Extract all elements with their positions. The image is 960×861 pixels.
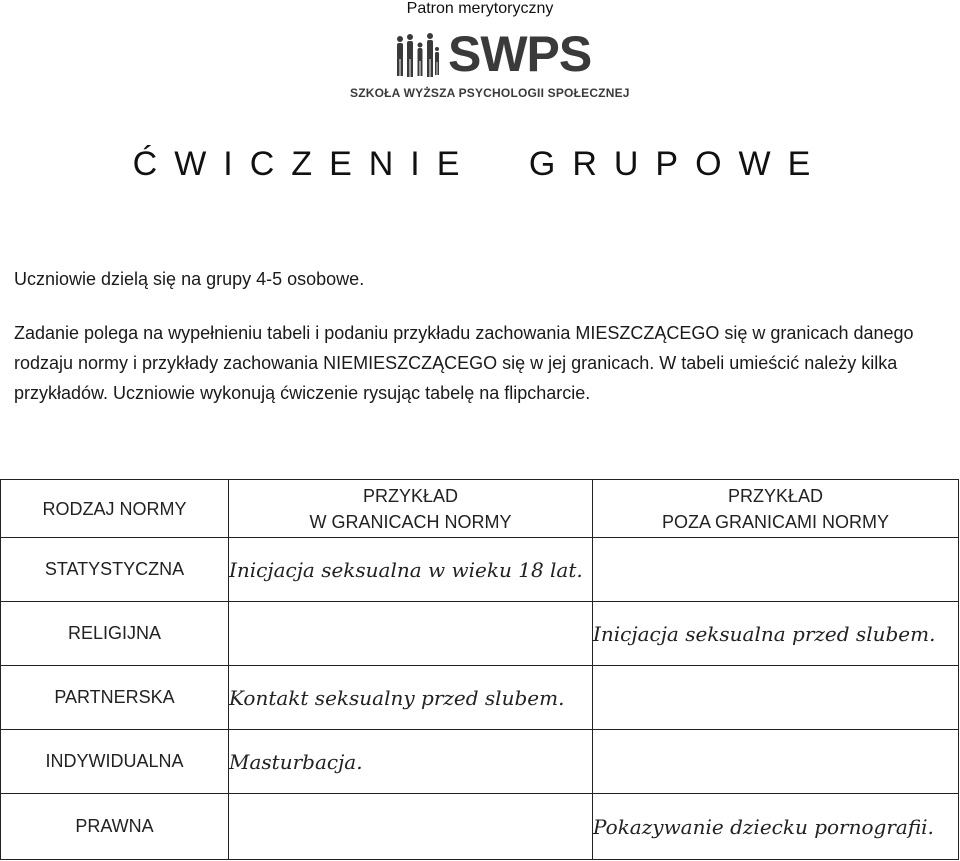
outside-example-cell (593, 538, 959, 602)
outside-example-cell (593, 730, 959, 794)
within-example-cell: Inicjacja seksualna w wieku 18 lat. (229, 538, 593, 602)
people-figures-icon (392, 32, 440, 78)
patron-label: Patron merytoryczny (406, 0, 554, 17)
swps-logo (350, 26, 630, 104)
logo-wordmark: SWPS (448, 26, 592, 82)
norm-type-cell: INDYWIDUALNA (1, 730, 229, 794)
norm-type-cell: PARTNERSKA (1, 666, 229, 730)
outside-example-cell: Inicjacja seksualna przed slubem. (593, 602, 959, 666)
within-example-cell (229, 602, 593, 666)
norm-type-cell: RELIGIJNA (1, 602, 229, 666)
within-example-cell: Masturbacja. (229, 730, 593, 794)
table-row (1, 730, 959, 794)
table-header-row (1, 480, 959, 538)
outside-example-cell (593, 666, 959, 730)
table-row (1, 794, 959, 860)
task-description: Zadanie polega na wypełnieniu tabeli i podaniu przykładu zachowania MIESZCZĄCEGO się w granicach danego rodzaju normy i przykłady zachowania NIEMIESZCZĄCEGO się w jej granicach. W tabeli umieścić należy kilka przykładów. Uczniowie wykonują ćwiczenie rysując tabelę na flipcharcie. (14, 323, 914, 403)
norm-type-cell: PRAWNA (1, 794, 229, 860)
exercise-title: ĆWICZENIE GRUPOWE (132, 145, 828, 183)
norms-table (0, 479, 959, 860)
table-row (1, 538, 959, 602)
outside-example-cell: Pokazywanie dziecku pornografii. (593, 794, 959, 860)
logo-subtitle: SZKOŁA WYŻSZA PSYCHOLOGII SPOŁECZNEJ (350, 86, 630, 100)
table-row (1, 602, 959, 666)
header-outside-norm: PRZYKŁAD POZA GRANICAMI NORMY (593, 480, 959, 538)
header-within-norm: PRZYKŁAD W GRANICACH NORMY (229, 480, 593, 538)
header-norm-type: RODZAJ NORMY (1, 480, 229, 538)
within-example-cell: Kontakt seksualny przed slubem. (229, 666, 593, 730)
within-example-cell (229, 794, 593, 860)
norm-type-cell: STATYSTYCZNA (1, 538, 229, 602)
table-row (1, 666, 959, 730)
intro-text: Uczniowie dzielą się na grupy 4-5 osobowe. (14, 269, 365, 289)
